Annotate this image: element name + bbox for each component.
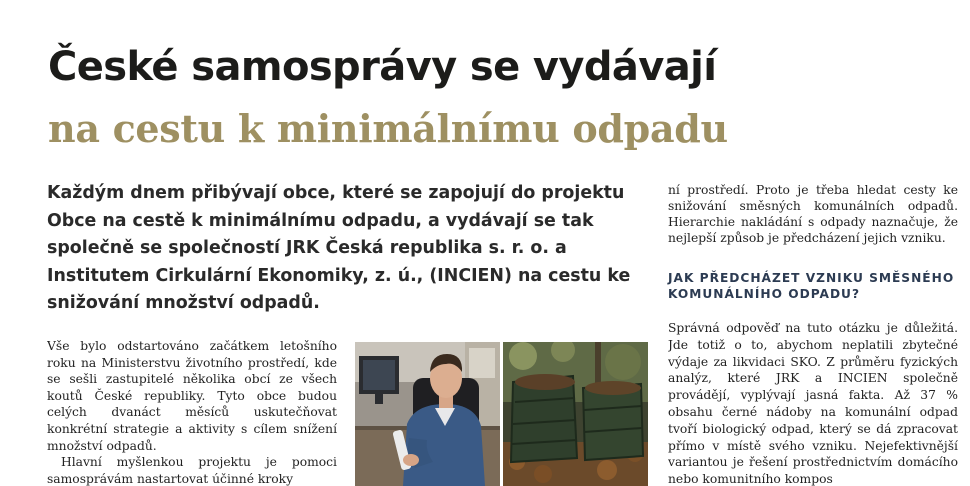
compost-bins-photo [503, 342, 648, 486]
man-in-office-photo [355, 342, 500, 486]
col3-paragraph-2: Správná odpověď na tuto otázku je důležitá. Jde totiž o to, abychom neplatili zbytečné výdaje za likvidaci SKO. Z průměru fyzických analýz, které JRK a INCIEN společně provádějí, vyplývají jasná fakta. Až 37 % obsahu černé nádoby na komunální odpad tvoří biologický odpad, který se dá zpracovat přímo v místě svého vzniku. Nejefektivnější variantou je řešení prostřednictvím domácího nebo komunitního kompos [668, 321, 958, 486]
headline-line-2: na cestu k minimálnímu odpadu [48, 106, 728, 151]
body-paragraph-1: Vše bylo odstartováno začátkem letošního roku na Ministerstvu životního prostředí, kde se sešli zastupitelé několika obcí ze všech koutů České republiky. Tyto obce budou celých dvanáct měsíců uskutečňovat konkrétní strategie a aktivity s cílem snížení množství odpadů. [47, 339, 337, 453]
section-subheading: JAK PŘEDCHÁZET VZNIKU SMĚSNÉHO KOMUNÁLNÍHO ODPADU? [668, 271, 955, 301]
article-lead: Každým dnem přibývají obce, které se zapojují do projektu Obce na cestě k minimálnímu odpadu, a vydávají se tak společně se společností JRK Česká republika s. r. o. a Institutem Cirkulární Ekonomiky, z. ú., (INCIEN) na cestu ke snižování množství odpadů. [47, 183, 631, 313]
body-paragraph-2: Hlavní myšlenkou projektu je pomoci samosprávám nastartovat účinné kroky [47, 455, 337, 486]
article-body-column-1 [47, 338, 337, 486]
article-body-column-3-top [668, 182, 958, 246]
headline-line-1: České samosprávy se vydávají [48, 44, 717, 90]
col3-paragraph-1: ní prostředí. Proto je třeba hledat cesty ke snižování směsných komunálních odpadů. Hierarchie nakládání s odpady naznačuje, že nejlepší způsob je předcházení jejich vzniku. [668, 183, 958, 245]
